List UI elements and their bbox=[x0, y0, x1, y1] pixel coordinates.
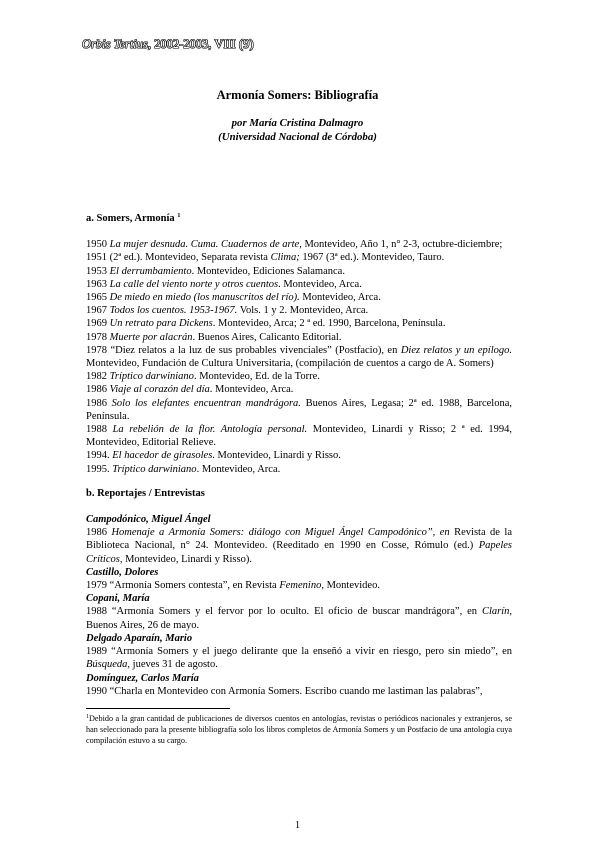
bibliography-entry: 1978 “Diez relatos a la luz de sus probables vivenciales” (Postfacio), en Diez relatos y un epílogo. Montevideo, Fundación de Cultura Universitaria, (compilación de cuentos a cargo de A. Somers) bbox=[86, 344, 512, 370]
interviewer-name: Domínguez, Carlos María bbox=[86, 672, 199, 684]
footnote-divider bbox=[86, 708, 230, 709]
page-number: 1 bbox=[294, 820, 301, 831]
bibliography-entry: 1953 El derrumbamiento. Montevideo, Ediciones Salamanca. bbox=[86, 265, 345, 277]
bibliography-entry: 1986 Solo los elefantes encuentran mandrágora. Buenos Aires, Legasa; 2ª ed. 1988, Barcelona, Península. bbox=[86, 397, 513, 422]
page-title: Armonía Somers: Bibliografía bbox=[216, 88, 379, 102]
section-b-list bbox=[86, 513, 512, 698]
journal-name: Orbis Tertius bbox=[82, 37, 148, 51]
bibliography-entry: 1988 La rebelión de la flor. Antología personal. Montevideo, Linardi y Risso; 2 ª ed. 1994, Montevideo, Editorial Relieve. bbox=[86, 424, 512, 449]
interview-entry: 1979 “Armonía Somers contesta”, en Revista Femenino, Montevideo. bbox=[86, 580, 380, 592]
bibliography-entry: 1967 Todos los cuentos. 1953-1967. Vols. 1 y 2. Montevideo, Arca. bbox=[86, 305, 369, 317]
interviewer-name: Campodónico, Miguel Ángel bbox=[86, 514, 211, 526]
interview-entry: 1986 Homenaje a Armonía Somers: diálogo con Miguel Ángel Campodónico”, en Revista de la Biblioteca Nacional, n° 24. Montevideo. (Reeditado en 1990 en Cosse, Rómulo (ed.) Papeles Críticos, Montevideo, Linardi y Risso). bbox=[86, 527, 512, 565]
section-b-heading: b. Reportajes / Entrevistas bbox=[86, 487, 205, 499]
bibliography-entry: 1965 De miedo en miedo (los manuscritos del río). Montevideo, Arca. bbox=[86, 292, 381, 304]
bibliography-entry: 1982 Tríptico darwiniano. Montevideo, Ed. de la Torre. bbox=[86, 371, 320, 383]
bibliography-entry: 1994. El hacedor de girasoles. Montevideo, Linardi y Risso. bbox=[86, 450, 341, 462]
author-name: por María Cristina Dalmagro bbox=[231, 117, 364, 129]
bibliography-entry: 1951 (2ª ed.). Montevideo, Separata revista Clima; 1967 (3ª ed.). Montevideo, Tauro. bbox=[86, 252, 445, 264]
section-a-title: a. Somers, Armonía bbox=[86, 213, 175, 224]
footnote-ref: 1 bbox=[177, 212, 181, 219]
bibliography-body bbox=[86, 209, 512, 698]
interviewer-name: Castillo, Dolores bbox=[86, 566, 159, 578]
interview-entry: 1990 “Charla en Montevideo con Armonía Somers. Escribo cuando me lastiman las palabras”, bbox=[86, 685, 483, 697]
interviewer-name: Copani, María bbox=[86, 593, 150, 605]
footnote-number: 1 bbox=[86, 714, 89, 720]
author-block bbox=[0, 117, 595, 144]
bibliography-entry: 1969 Un retrato para Dickens. Montevideo, Arca; 2 ª ed. 1990, Barcelona, Península. bbox=[86, 318, 446, 330]
journal-issue: , 2002-2003, VIII (9) bbox=[147, 37, 254, 51]
bibliography-entry: 1995. Tríptico darwiniano. Montevideo, Arca. bbox=[86, 463, 281, 475]
bibliography-entry: 1963 La calle del viento norte y otros cuentos. Montevideo, Arca. bbox=[86, 278, 362, 290]
journal-header bbox=[82, 37, 254, 52]
section-a-list bbox=[86, 238, 512, 476]
interview-entry: 1988 “Armonía Somers y el fervor por lo oculto. El oficio de buscar mandrágora”, en Clarín, Buenos Aires, 26 de mayo. bbox=[86, 606, 512, 631]
footnote-text: Debido a la gran cantidad de publicaciones de diversos cuentos en antologías, revistas o periódicos nacionales y extranjeros, se han seleccionado para la presente bibliografía solo los libros completos de Armonía Somers y un Postfacio de una antología cuya compilación estuvo a su cargo. bbox=[86, 714, 512, 745]
section-a-heading bbox=[86, 209, 512, 225]
author-affiliation: (Universidad Nacional de Córdoba) bbox=[218, 130, 377, 143]
interviewer-name: Delgado Aparaín, Mario bbox=[86, 632, 193, 644]
interview-entry: 1989 “Armonía Somers y el juego delirante que la enseñó a vivir en riesgo, pero sin miedo”, en Búsqueda, jueves 31 de agosto. bbox=[86, 646, 512, 671]
footnote bbox=[86, 712, 512, 746]
bibliography-entry: 1950 La mujer desnuda. Cuma. Cuadernos de arte, Montevideo, Año 1, n° 2-3, octubre-diciembre; bbox=[86, 239, 503, 251]
bibliography-entry: 1986 Viaje al corazón del día. Montevideo, Arca. bbox=[86, 384, 294, 396]
bibliography-entry: 1978 Muerte por alacrán. Buenos Aires, Calicanto Editorial. bbox=[86, 331, 342, 343]
